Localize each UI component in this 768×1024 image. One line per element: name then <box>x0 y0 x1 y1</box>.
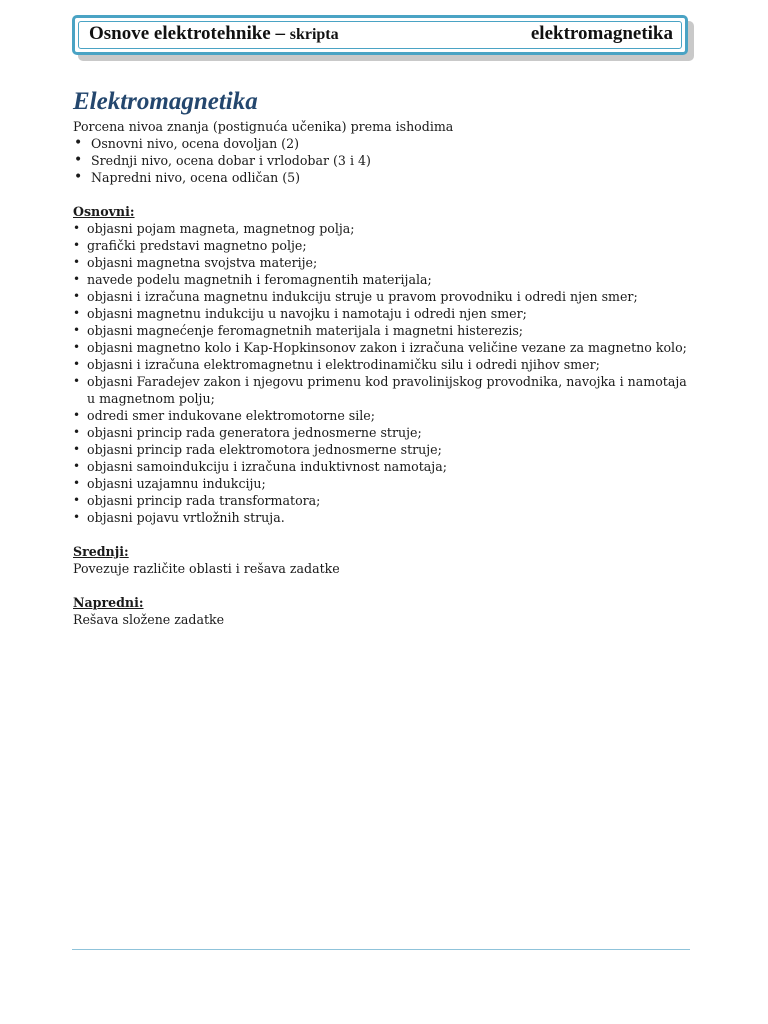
outcome-item: • objasni samoindukciju i izračuna induktivnost namotaja; <box>73 458 693 475</box>
outcome-item: • objasni uzajamnu indukciju; <box>73 475 693 492</box>
outcome-item: • objasni i izračuna magnetnu indukciju struje u pravom provodniku i odredi njen smer; <box>73 288 693 305</box>
outcome-item: • grafički predstavi magnetno polje; <box>73 237 693 254</box>
outcome-item: • objasni magnetno kolo i Kap-Hopkinsonov zakon i izračuna veličine vezane za magnetno kolo; <box>73 339 693 356</box>
outcome-item: • objasni princip rada generatora jednosmerne struje; <box>73 424 693 441</box>
srednji-heading: Srednji: <box>73 544 129 559</box>
outcome-item: • objasni Faradejev zakon i njegovu primenu kod pravolinijskog provodnika, navojka i namotaja u magnetnom polju; <box>73 373 693 407</box>
napredni-heading: Napredni: <box>73 595 144 610</box>
napredni-section <box>73 594 693 628</box>
level-item: • Napredni nivo, ocena odličan (5) <box>73 169 693 186</box>
level-item: • Srednji nivo, ocena dobar i vrlodobar (3 i 4) <box>73 152 693 169</box>
document-body <box>73 118 693 645</box>
header-section: elektromagnetika <box>530 23 673 44</box>
osnovni-heading: Osnovni: <box>73 204 135 219</box>
footer-divider <box>72 949 690 950</box>
outcome-item: • objasni princip rada elektromotora jednosmerne struje; <box>73 441 693 458</box>
outcome-item: • objasni magnećenje feromagnetnih materijala i magnetni histerezis; <box>73 322 693 339</box>
outcome-item: • objasni pojavu vrtložnih struja. <box>73 509 693 526</box>
header-title: Osnove elektrotehnike – <box>89 23 285 44</box>
outcome-item: • objasni magnetnu indukciju u navojku i namotaju i odredi njen smer; <box>73 305 693 322</box>
header-title-group <box>89 23 339 45</box>
outcome-item: • objasni magnetna svojstva materije; <box>73 254 693 271</box>
levels-list <box>73 135 693 186</box>
level-item: • Osnovni nivo, ocena dovoljan (2) <box>73 135 693 152</box>
page-title: Elektromagnetika <box>73 88 258 115</box>
napredni-text: Rešava složene zadatke <box>73 612 225 627</box>
srednji-section <box>73 543 693 577</box>
outcome-item: • odredi smer indukovane elektromotorne sile; <box>73 407 693 424</box>
osnovni-list <box>73 220 693 526</box>
header-subtitle: skripta <box>289 26 339 43</box>
outcome-item: • objasni i izračuna elektromagnetnu i elektrodinamičku silu i odredi njihov smer; <box>73 356 693 373</box>
intro-text: Porcena nivoa znanja (postignuća učenika) prema ishodima <box>73 119 454 134</box>
outcome-item: • navede podelu magnetnih i feromagnentih materijala; <box>73 271 693 288</box>
page-header <box>72 15 688 55</box>
srednji-text: Povezuje različite oblasti i rešava zadatke <box>73 561 340 576</box>
outcome-item: • objasni princip rada transformatora; <box>73 492 693 509</box>
outcome-item: • objasni pojam magneta, magnetnog polja; <box>73 220 693 237</box>
